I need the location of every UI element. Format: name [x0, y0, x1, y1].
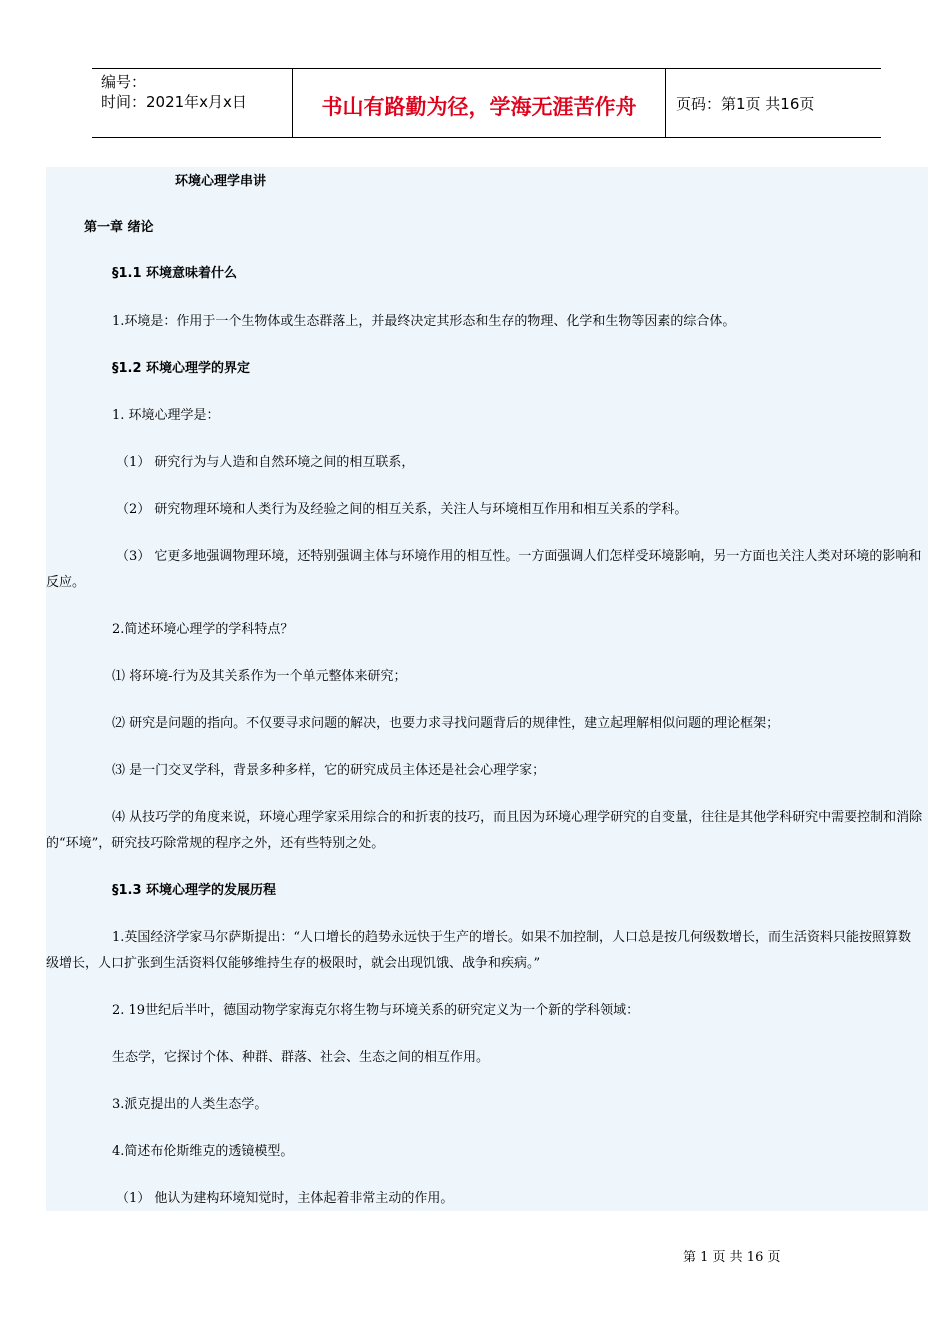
- paragraph: 3.派克提出的人类生态学。: [112, 1097, 268, 1112]
- chapter-heading: 第一章 绪论: [84, 220, 154, 235]
- paragraph: 1.英国经济学家马尔萨斯提出：“人口增长的趋势永远快于生产的增长。如果不加控制，人口总是按几何级数增长，而生活资料只能按照算数级增长，人口扩张到生活资料仅能够维持生存的极限时，就会出现饥饿、战争和疾病。”: [46, 930, 912, 971]
- list-item: （1） 研究行为与人造和自然环境之间的相互联系，: [116, 455, 415, 470]
- section-heading: §1.3 环境心理学的发展历程: [112, 883, 277, 898]
- document-body: [46, 167, 928, 1211]
- document-header: [92, 68, 881, 138]
- section-heading: §1.1 环境意味着什么: [112, 266, 238, 281]
- list-item: ⑴ 将环境-行为及其关系作为一个单元整体来研究；: [112, 669, 407, 684]
- list-item: （2） 研究物理环境和人类行为及经验之间的相互关系，关注人与环境相互作用和相互关系的学科。: [116, 502, 688, 517]
- paragraph: 2. 19世纪后半叶，德国动物学家海克尔将生物与环境关系的研究定义为一个新的学科领域：: [112, 1003, 640, 1018]
- header-left-cell: [92, 69, 293, 137]
- list-item: ⑵ 研究是问题的指向。不仅要寻求问题的解决，也要力求寻找问题背后的规律性，建立起理解相似问题的理论框架；: [112, 716, 780, 731]
- paragraph: 1.环境是：作用于一个生物体或生态群落上，并最终决定其形态和生存的物理、化学和生物等因素的综合体。: [112, 314, 736, 329]
- list-item: （1） 他认为建构环境知觉时，主体起着非常主动的作用。: [116, 1191, 454, 1206]
- page-info: 页码：第1页 共16页: [676, 95, 815, 113]
- list-item: ⑷ 从技巧学的角度来说，环境心理学家采用综合的和折衷的技巧，而且因为环境心理学研究的自变量，往往是其他学科研究中需要控制和消除的“环境”，研究技巧除常规的程序之外，还有些特别之处。: [46, 810, 923, 851]
- paragraph: 4.简述布伦斯维克的透镜模型。: [112, 1144, 294, 1159]
- list-item: ⑶ 是一门交叉学科，背景多种多样，它的研究成员主体还是社会心理学家；: [112, 763, 546, 778]
- list-item: （3） 它更多地强调物理环境，还特别强调主体与环境作用的相互性。一方面强调人们怎样受环境影响，另一方面也关注人类对环境的影响和反应。: [46, 549, 922, 590]
- motto-text: 书山有路勤为径，学海无涯苦作舟: [321, 94, 637, 119]
- page-footer: 第 1 页 共 16 页: [683, 1250, 781, 1265]
- document-title: 环境心理学串讲: [175, 174, 267, 189]
- header-right-cell: [666, 69, 881, 137]
- time-label: 时间：2021年x月x日: [101, 93, 247, 111]
- header-middle-cell: [293, 69, 666, 137]
- paragraph: 2.简述环境心理学的学科特点？: [112, 622, 294, 637]
- serial-number-label: 编号：: [101, 73, 147, 91]
- paragraph: 1. 环境心理学是：: [112, 408, 220, 423]
- paragraph: 生态学，它探讨个体、种群、群落、社会、生态之间的相互作用。: [112, 1050, 490, 1065]
- section-heading: §1.2 环境心理学的界定: [112, 361, 251, 376]
